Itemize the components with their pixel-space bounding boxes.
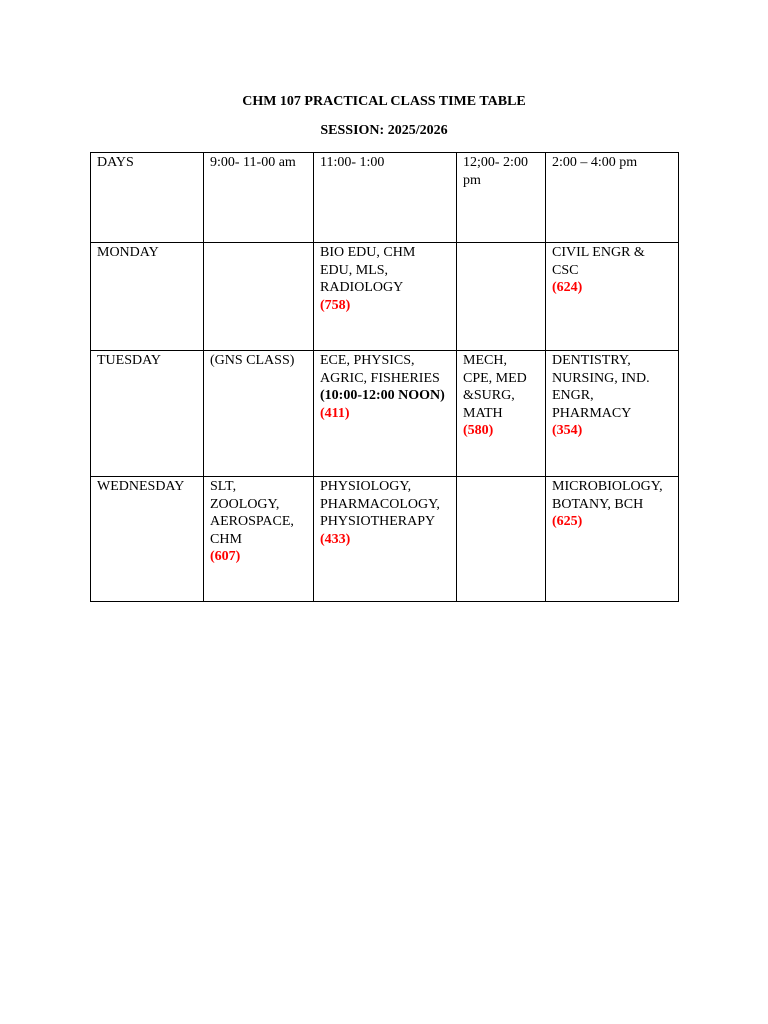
room-number: (580)	[463, 423, 494, 438]
table-row	[91, 477, 679, 602]
session-label: SESSION: 2025/2026	[320, 123, 448, 138]
empty-cell	[457, 477, 546, 602]
day-cell-tuesday: TUESDAY	[91, 351, 204, 477]
header-slot-12pm: 12;00- 2:00 pm	[457, 153, 546, 243]
table-row	[91, 243, 679, 351]
room-number: (607)	[210, 549, 241, 564]
table-row	[91, 351, 679, 477]
header-slot-2pm: 2:00 – 4:00 pm	[546, 153, 679, 243]
room-number: (758)	[320, 297, 351, 313]
class-cell	[314, 243, 457, 351]
class-groups: DENTISTRY, NURSING, IND. ENGR, PHARMACY	[552, 353, 650, 421]
day-cell-monday: MONDAY	[91, 243, 204, 351]
header-row	[91, 153, 679, 243]
room-number: (354)	[552, 423, 583, 438]
room-number: (624)	[552, 280, 583, 295]
class-cell	[314, 351, 457, 477]
class-cell	[457, 351, 546, 477]
class-cell	[546, 243, 679, 351]
class-cell	[314, 477, 457, 602]
room-number: (433)	[320, 531, 351, 547]
day-cell-wednesday: WEDNESDAY	[91, 477, 204, 602]
page-title: CHM 107 PRACTICAL CLASS TIME TABLE	[242, 94, 526, 109]
empty-cell	[457, 243, 546, 351]
class-groups: CIVIL ENGR & CSC	[552, 245, 645, 278]
empty-cell	[204, 243, 314, 351]
class-cell	[546, 351, 679, 477]
class-cell	[546, 477, 679, 602]
room-number: (625)	[552, 514, 583, 529]
header-days: DAYS	[91, 153, 204, 243]
time-note: (10:00-12:00 NOON)	[320, 388, 445, 403]
class-cell	[204, 477, 314, 602]
header-slot-11am: 11:00- 1:00	[314, 153, 457, 243]
timetable	[90, 152, 679, 602]
class-groups: PHYSIOLOGY, PHARMACOLOGY, PHYSIOTHERAPY	[320, 479, 440, 529]
class-groups: MECH, CPE, MED &SURG, MATH	[463, 353, 527, 421]
class-groups: ECE, PHYSICS, AGRIC, FISHERIES	[320, 353, 440, 386]
header-slot-9am: 9:00- 11-00 am	[204, 153, 314, 243]
class-groups: (GNS CLASS)	[210, 353, 295, 368]
class-groups: BIO EDU, CHM EDU, MLS, RADIOLOGY	[320, 245, 416, 295]
class-groups: SLT, ZOOLOGY, AEROSPACE, CHM	[210, 479, 294, 547]
class-groups: MICROBIOLOGY, BOTANY, BCH	[552, 479, 663, 512]
room-number: (411)	[320, 405, 350, 421]
class-cell	[204, 351, 314, 477]
